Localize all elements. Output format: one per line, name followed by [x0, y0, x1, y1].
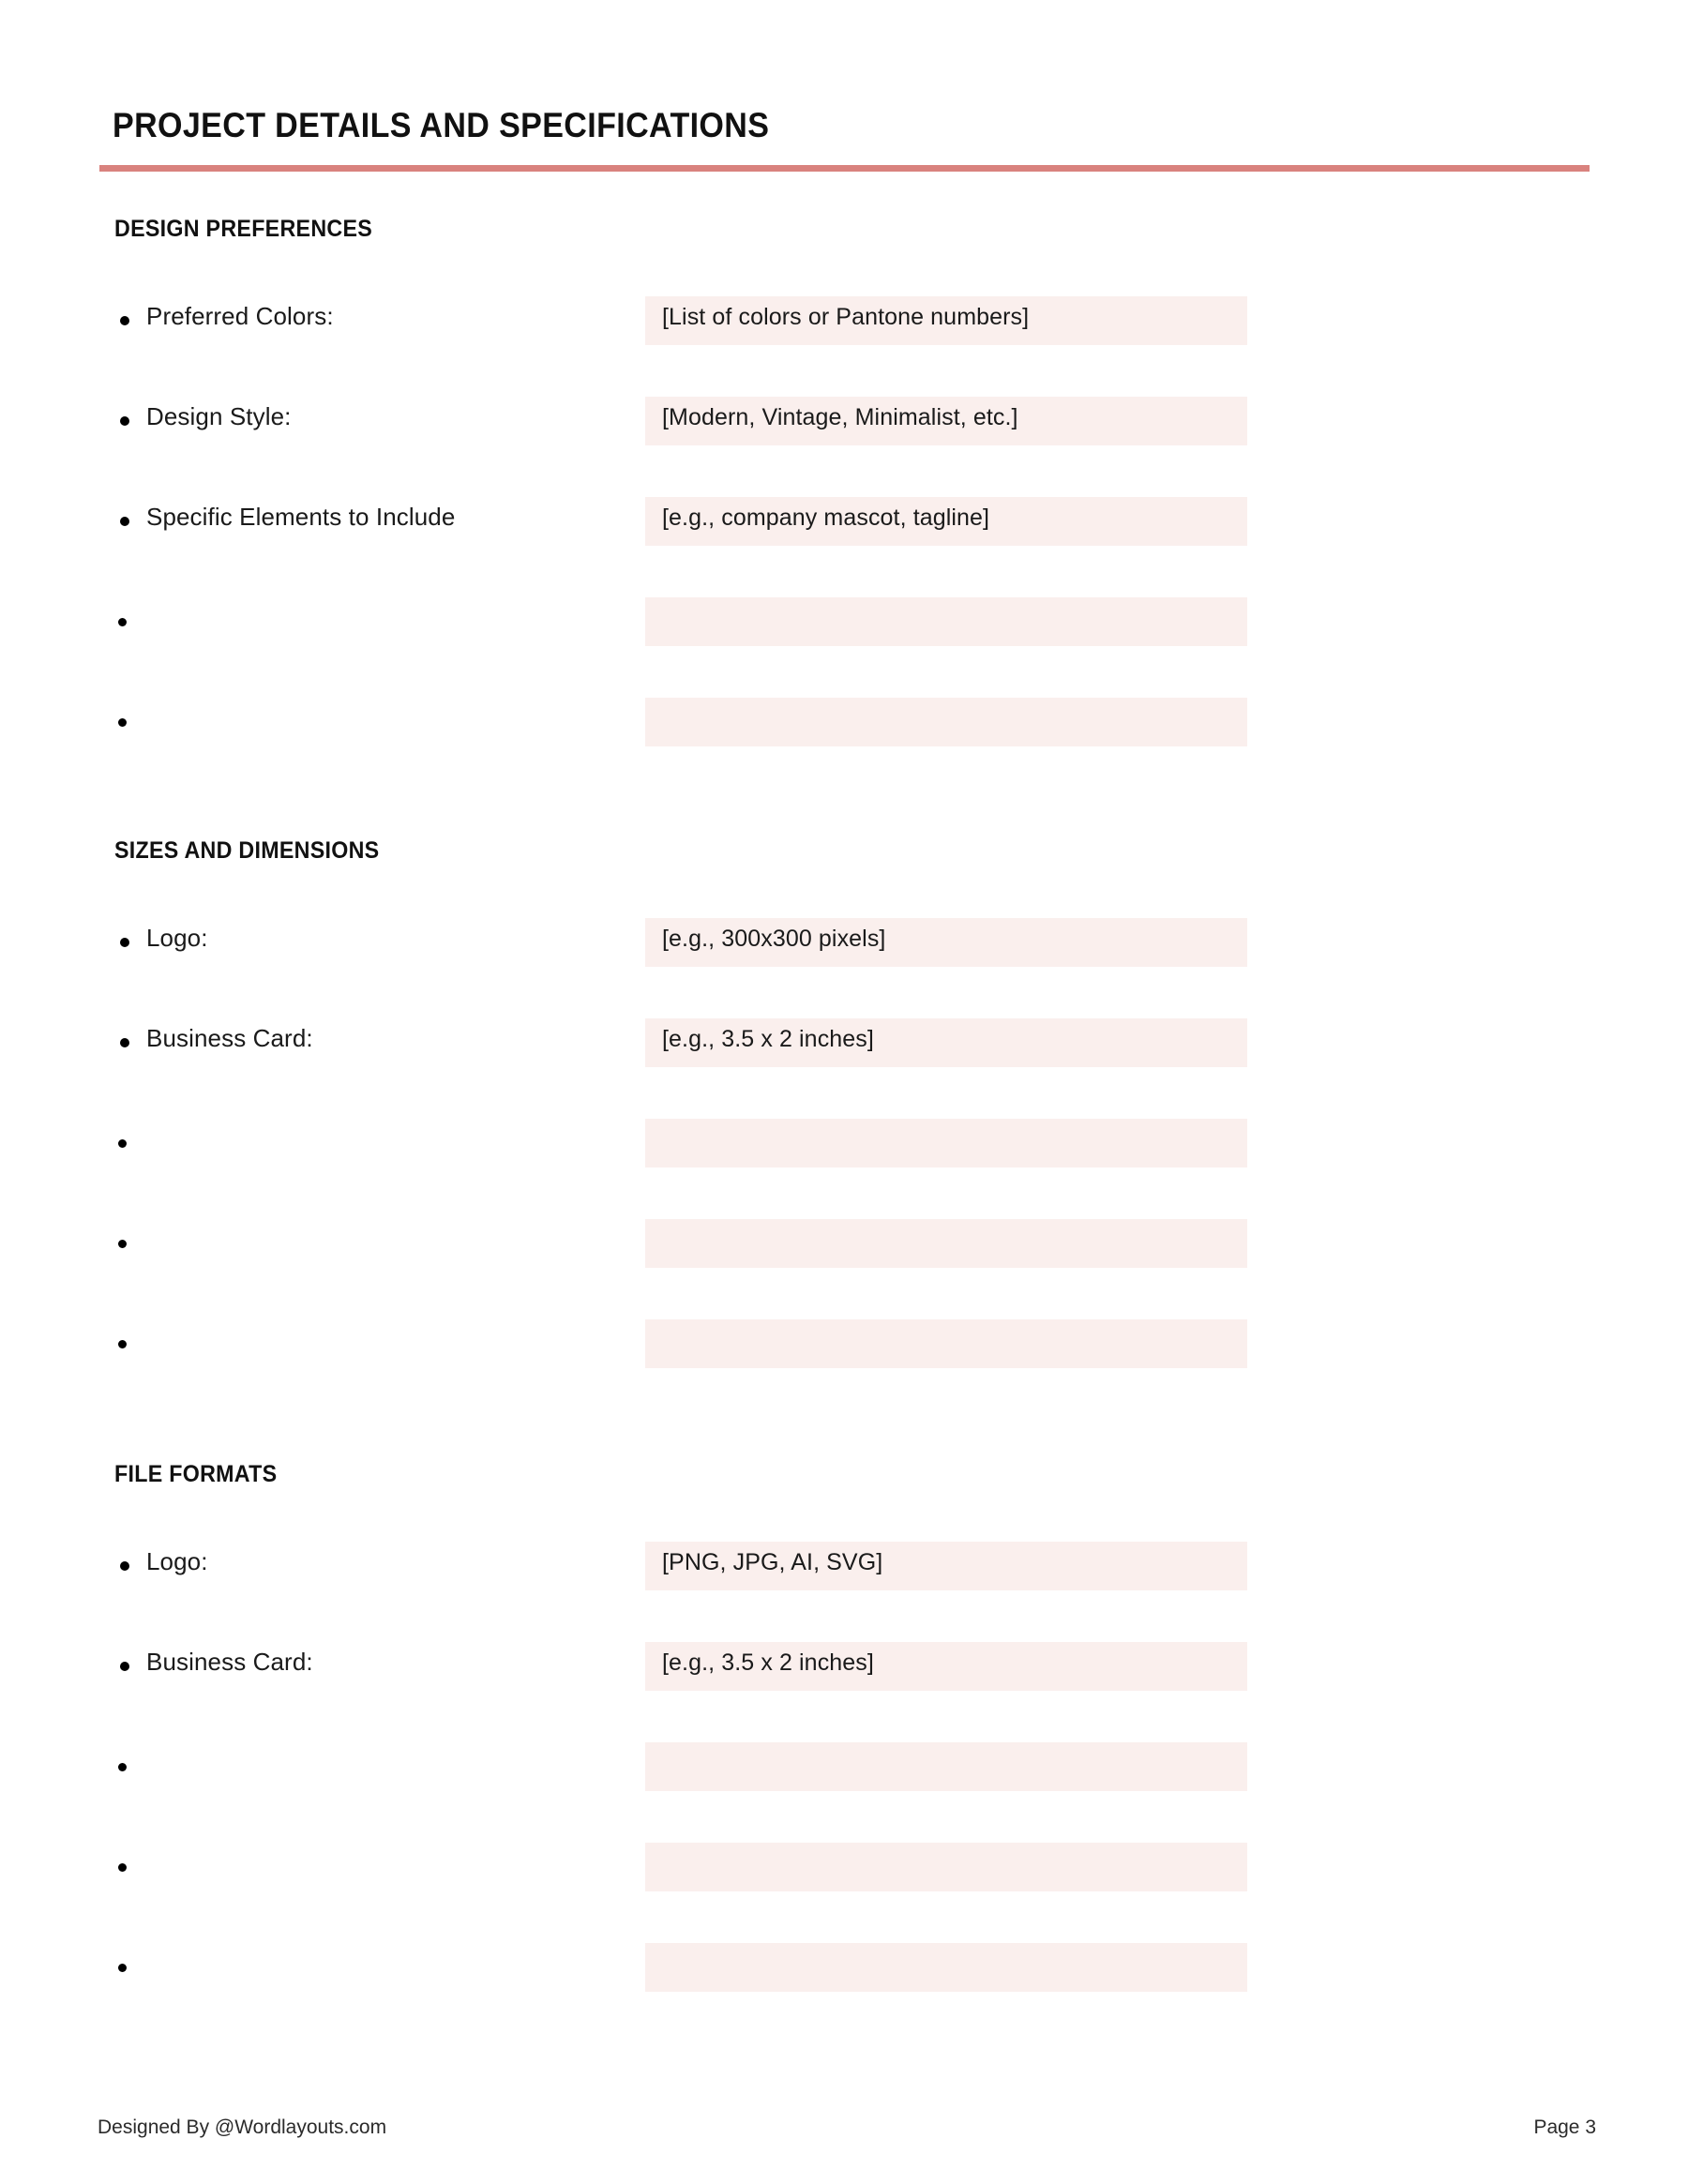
form-row	[0, 1119, 1688, 1171]
bullet-icon	[120, 416, 129, 426]
field-value: [e.g., company mascot, tagline]	[662, 505, 990, 531]
form-row	[0, 1219, 1688, 1272]
field-label: Business Card:	[146, 1648, 313, 1676]
form-row	[0, 1319, 1688, 1372]
bullet-icon	[120, 517, 129, 526]
bullet-icon	[118, 1763, 127, 1771]
bullet-icon	[118, 618, 127, 626]
field-value: [e.g., 3.5 x 2 inches]	[662, 1026, 874, 1052]
field-input-file-formats-3[interactable]	[645, 1742, 1247, 1791]
field-value: [e.g., 3.5 x 2 inches]	[662, 1649, 874, 1676]
form-row	[0, 918, 1688, 971]
field-input-file-formats-1[interactable]	[645, 1542, 1247, 1590]
footer-credit: Designed By @Wordlayouts.com	[98, 2116, 387, 2138]
field-label: Logo:	[146, 1547, 208, 1575]
footer-page-number: Page 3	[1533, 2116, 1596, 2138]
field-input-sizes-and-dimensions-4[interactable]	[645, 1219, 1247, 1268]
section-heading-file-formats: FILE FORMATS	[114, 1461, 278, 1487]
bullet-icon	[118, 1964, 127, 1972]
field-input-design-preferences-3[interactable]	[645, 497, 1247, 546]
field-value: [List of colors or Pantone numbers]	[662, 304, 1030, 330]
page-title: PROJECT DETAILS AND SPECIFICATIONS	[113, 106, 770, 144]
bullet-icon	[120, 1561, 129, 1571]
bullet-icon	[118, 718, 127, 727]
bullet-icon	[120, 1662, 129, 1671]
form-row	[0, 597, 1688, 650]
section-heading-sizes-and-dimensions: SIZES AND DIMENSIONS	[114, 837, 380, 864]
field-input-sizes-and-dimensions-3[interactable]	[645, 1119, 1247, 1167]
field-input-sizes-and-dimensions-1[interactable]	[645, 918, 1247, 967]
bullet-icon	[118, 1240, 127, 1248]
bullet-icon	[120, 316, 129, 325]
field-label: Business Card:	[146, 1024, 313, 1052]
section-heading-design-preferences: DESIGN PREFERENCES	[114, 216, 373, 242]
field-input-design-preferences-2[interactable]	[645, 397, 1247, 445]
form-row	[0, 1843, 1688, 1895]
field-input-sizes-and-dimensions-2[interactable]	[645, 1018, 1247, 1067]
form-row	[0, 497, 1688, 550]
form-row	[0, 1018, 1688, 1071]
field-input-sizes-and-dimensions-5[interactable]	[645, 1319, 1247, 1368]
bullet-icon	[118, 1863, 127, 1872]
field-input-file-formats-5[interactable]	[645, 1943, 1247, 1992]
form-row	[0, 1943, 1688, 1996]
form-row	[0, 698, 1688, 750]
field-label: Design Style:	[146, 402, 292, 430]
form-row	[0, 397, 1688, 449]
field-input-design-preferences-5[interactable]	[645, 698, 1247, 746]
field-input-design-preferences-1[interactable]	[645, 296, 1247, 345]
bullet-icon	[120, 1038, 129, 1047]
field-label: Logo:	[146, 924, 208, 952]
bullet-icon	[118, 1139, 127, 1148]
form-row	[0, 1542, 1688, 1594]
field-value: [Modern, Vintage, Minimalist, etc.]	[662, 404, 1018, 430]
bullet-icon	[120, 938, 129, 947]
form-row	[0, 1742, 1688, 1795]
title-divider	[99, 165, 1590, 172]
field-label: Specific Elements to Include	[146, 503, 456, 531]
form-row	[0, 1642, 1688, 1694]
field-value: [e.g., 300x300 pixels]	[662, 926, 886, 952]
field-input-file-formats-4[interactable]	[645, 1843, 1247, 1891]
field-value: [PNG, JPG, AI, SVG]	[662, 1549, 883, 1575]
form-row	[0, 296, 1688, 349]
bullet-icon	[118, 1340, 127, 1348]
field-input-design-preferences-4[interactable]	[645, 597, 1247, 646]
field-label: Preferred Colors:	[146, 302, 334, 330]
field-input-file-formats-2[interactable]	[645, 1642, 1247, 1691]
